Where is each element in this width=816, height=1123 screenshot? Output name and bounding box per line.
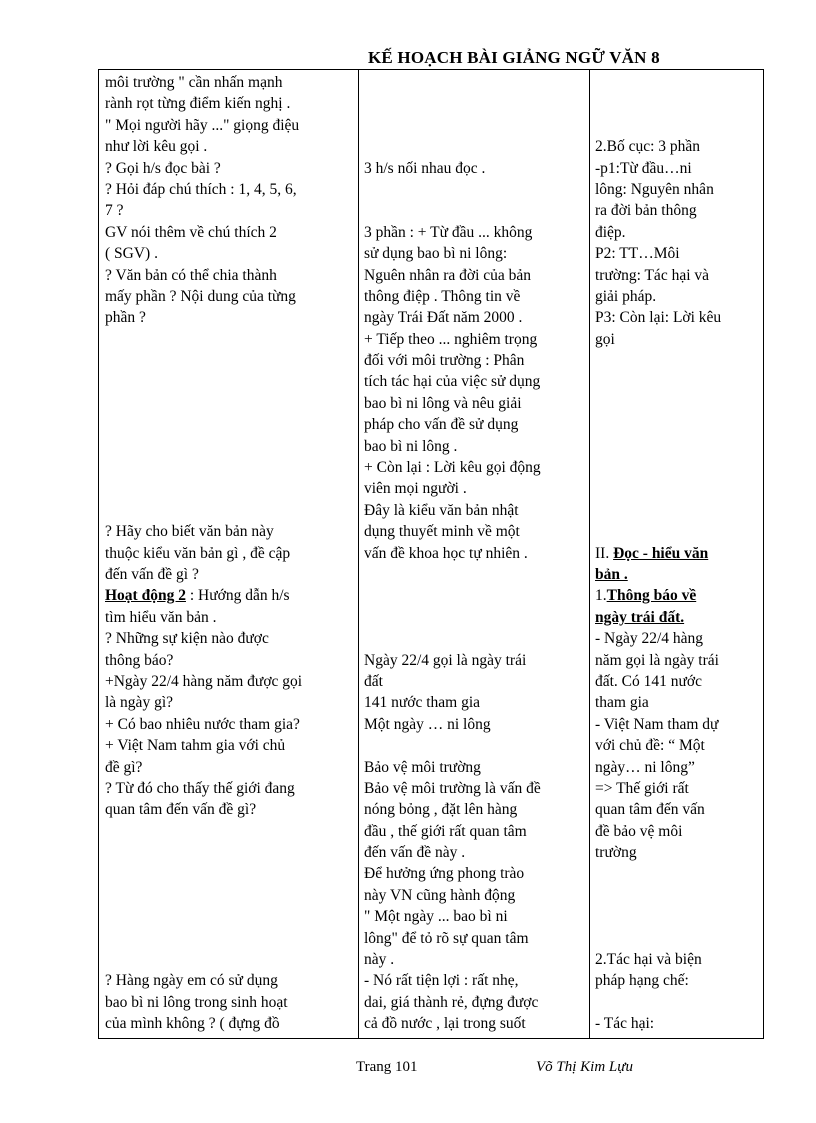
text-line: lông: Nguyên nhân [595,180,714,198]
text-line: Để hưởng ứng phong trào [364,865,525,883]
text-line [595,521,763,542]
text-line: - Tác hại: [595,1015,655,1033]
text-line: như lời kêu gọi . [105,138,208,156]
text-line: nóng bỏng , đặt lên hàng [364,801,518,819]
text-line [595,478,763,499]
text-line: pháp hạng chế: [595,972,689,990]
text-line: rành rọt từng điểm kiến nghị . [105,95,291,113]
text-line: 7 ? [105,202,124,220]
text-line: cả đồ nước , lại trong suốt [364,1015,526,1033]
text-line: thông điệp . Thông tin về [364,287,521,305]
text-line: P2: TT…Môi [595,245,680,263]
section-heading-cont [595,564,763,585]
text-line: +Ngày 22/4 hàng năm được gọi [105,672,303,690]
section-heading [595,543,763,564]
text-line: ? Gọi h/s đọc bài ? [105,159,221,177]
section-title-a: Đọc - hiểu văn [613,544,709,562]
text-line: + Tiếp theo ... nghiêm trọng [364,330,538,348]
text-line: + Còn lại : Lời kêu gọi động [364,459,541,477]
text-line: -p1:Từ đầu…ni [595,159,692,177]
text-line: này VN cũng hành động [364,886,516,904]
text-line: thông báo? [105,651,174,669]
text-line [595,885,763,906]
text-line [105,906,357,927]
text-line [595,72,763,93]
text-line [364,115,589,136]
text-line [105,329,357,350]
text-line: đến vấn đề này . [364,844,466,862]
text-line: + Việt Nam tahm gia với chủ [105,737,286,755]
page-number: Trang 101 [356,1059,418,1075]
text-line: ? Hỏi đáp chú thích : 1, 4, 5, 6, [105,180,297,198]
text-line: 2.Bố cục: 3 phần [595,138,701,156]
text-line: ngày… ni lông” [595,758,695,776]
text-line: bao bì ni lông trong sinh hoạt [105,993,288,1011]
text-line: sử dụng bao bì ni lông: [364,245,508,263]
section-prefix: II. [595,544,614,562]
text-line: đối với môi trường : Phân [364,352,525,370]
text-line: 2.Tác hại và biện [595,951,702,969]
text-line: trường [595,844,637,862]
text-line [595,863,763,884]
text-line: thuộc kiểu văn bản gì , đề cập [105,544,291,562]
text-line: - Nó rất tiện lợi : rất nhẹ, [364,972,519,990]
text-line: tham gia [595,694,649,712]
text-line [105,928,357,949]
text-line: P3: Còn lại: Lời kêu [595,309,722,327]
text-line: lông" để tỏ rõ sự quan tâm [364,929,529,947]
text-line [105,500,357,521]
text-line: đề gì? [105,758,143,776]
text-line: đến vấn đề gì ? [105,565,199,583]
text-line: => Thế giới rất [595,779,689,797]
text-line [364,93,589,114]
text-line [105,436,357,457]
text-line [105,371,357,392]
text-line: là ngày gì? [105,694,174,712]
text-line: Một ngày … ni lông [364,715,491,733]
text-line [595,906,763,927]
text-line: ? Văn bản có thể chia thành [105,266,277,284]
text-line: bao bì ni lông . [364,437,458,455]
text-line: Nguên nhân ra đời của bản [364,266,532,284]
text-line: gọi [595,330,615,348]
text-line: môi trường " cần nhấn mạnh [105,74,283,91]
text-line: năm gọi là ngày trái [595,651,719,669]
text-line: đầu , thế giới rất quan tâm [364,822,527,840]
subsection-heading [595,585,763,606]
column-divider-2 [589,69,590,1038]
text-line: - Ngày 22/4 hàng [595,630,704,648]
text-line: Đây là kiểu văn bản nhật [364,501,519,519]
text-line [105,478,357,499]
text-line: với chủ đề: “ Một [595,737,705,755]
teacher-activity-column [105,72,357,1035]
text-line: bao bì ni lông và nêu giải [364,394,522,412]
text-line [105,885,357,906]
text-line: mấy phần ? Nội dung của từng [105,287,296,305]
text-line: điệp. [595,223,626,241]
text-line [364,564,589,585]
lesson-content-column [595,72,763,1035]
text-line: giải pháp. [595,287,657,305]
text-line [595,928,763,949]
text-line [105,350,357,371]
text-line [595,93,763,114]
text-line: ? Hàng ngày em có sử dụng [105,972,278,990]
student-activity-column [364,72,589,1035]
text-line: của mình không ? ( đựng đồ [105,1015,280,1033]
text-line: ? Từ đó cho thấy thế giới đang [105,779,295,797]
text-line [105,863,357,884]
text-line: quan tâm đến vấn đề gì? [105,801,257,819]
text-line [364,200,589,221]
text-line [595,992,763,1013]
text-line: dụng thuyết minh về một [364,523,520,541]
page-header-title: KẾ HOẠCH BÀI GIẢNG NGỮ VĂN 8 [368,48,660,67]
text-line: ( SGV) . [105,245,158,263]
text-line: tích tác hại của việc sử dụng [364,373,541,391]
subsection-title-a: Thông báo về [606,587,697,605]
text-line [364,72,589,93]
text-line [105,457,357,478]
text-line: 141 nước tham gia [364,694,481,712]
text-line: ? Hãy cho biết văn bản này [105,523,274,541]
text-line [105,842,357,863]
subsection-title-b: ngày trái đất. [595,608,685,626]
text-line: " Mọi người hãy ..." giọng điệu [105,116,300,134]
text-line [105,821,357,842]
text-line [595,436,763,457]
text-line [595,500,763,521]
text-line: 3 h/s nối nhau đọc . [364,159,486,177]
activity-label: Hoạt động 2 [105,587,186,605]
text-line [595,393,763,414]
text-line: đề bảo vệ môi [595,822,683,840]
text-line: này . [364,951,395,969]
lesson-plan-table [98,69,764,1039]
text-line: đất. Có 141 nước [595,672,703,690]
text-line [105,393,357,414]
text-line: 3 phần : + Từ đầu ... không [364,223,533,241]
author-name: Võ Thị Kim Lựu [536,1059,633,1075]
text-line: " Một ngày ... bao bì ni [364,908,508,926]
text-line [364,628,589,649]
activity-text: : Hướng dẫn h/s [185,587,290,605]
text-line: Bảo vệ môi trường là vấn đề [364,779,541,797]
section-title-b: bản . [595,565,628,583]
text-line: pháp cho vấn đề sử dụng [364,416,519,434]
subsection-heading-cont [595,607,763,628]
text-line [595,115,763,136]
text-line: quan tâm đến vấn [595,801,705,819]
subsection-prefix: 1. [595,587,607,605]
text-line: ra đời bản thông [595,202,697,220]
text-line: phần ? [105,309,146,327]
text-line: Ngày 22/4 gọi là ngày trái [364,651,527,669]
activity-heading [105,585,357,606]
text-line [595,371,763,392]
text-line [105,949,357,970]
column-divider-1 [358,69,359,1038]
text-line: đất [364,672,383,690]
text-line [595,350,763,371]
text-line [364,179,589,200]
text-line: dai, giá thành rẻ, đựng được [364,993,539,1011]
text-line: trường: Tác hại và [595,266,710,284]
text-line [595,414,763,435]
text-line [364,136,589,157]
text-line: ? Những sự kiện nào được [105,630,269,648]
text-line [364,607,589,628]
text-line: viên mọi người . [364,480,467,498]
text-line: - Việt Nam tham dự [595,715,719,733]
text-line: Bảo vệ môi trường [364,758,481,776]
text-line [595,457,763,478]
text-line: GV nói thêm về chú thích 2 [105,223,277,241]
text-line [105,414,357,435]
text-line: + Có bao nhiêu nước tham gia? [105,715,300,733]
text-line: tìm hiểu văn bản . [105,608,217,626]
text-line: vấn đề khoa học tự nhiên . [364,544,528,562]
text-line: ngày Trái Đất năm 2000 . [364,309,523,327]
text-line [364,585,589,606]
text-line [364,735,589,756]
